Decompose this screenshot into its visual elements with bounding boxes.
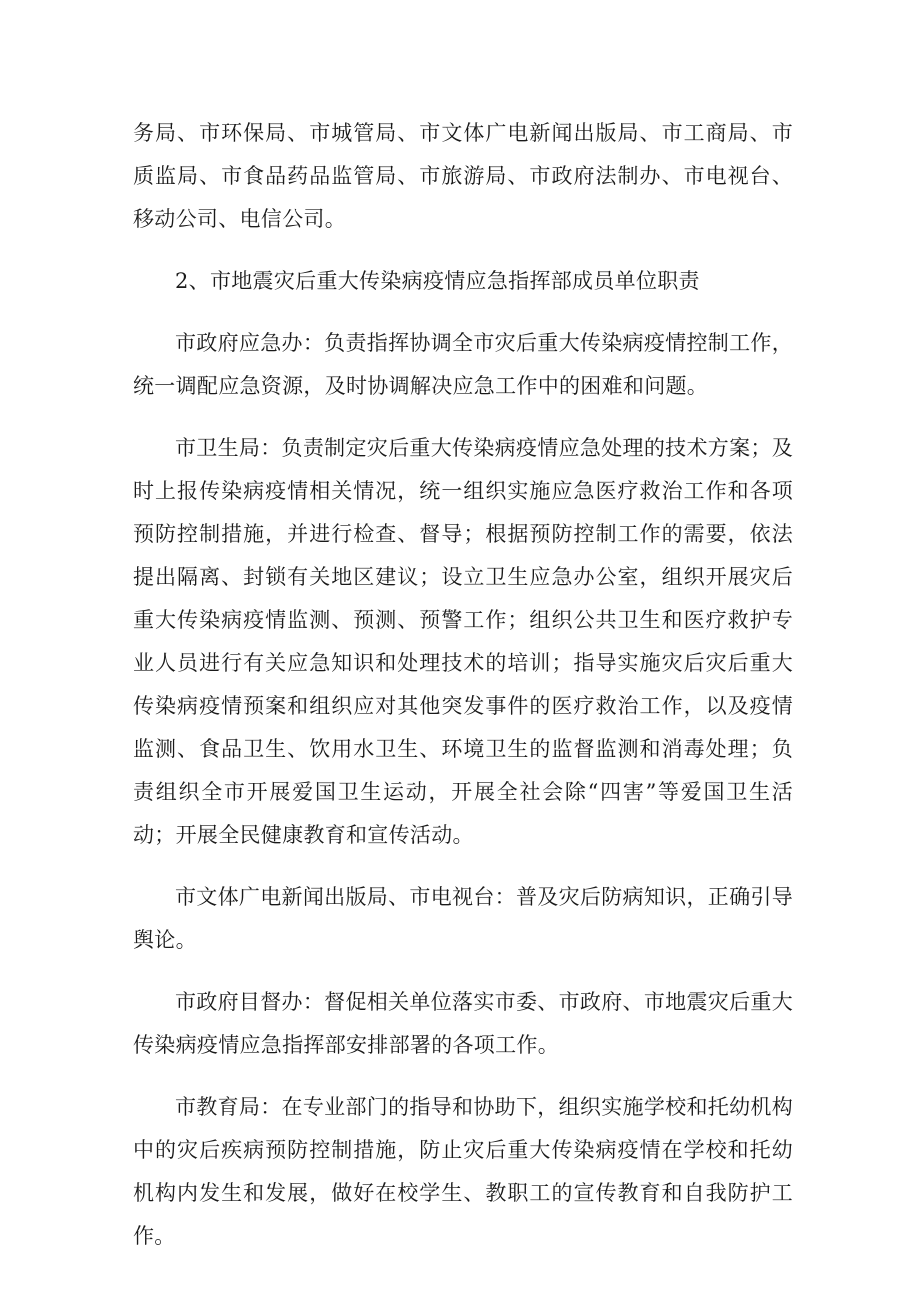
paragraph-supervision-office: 市政府目督办：督促相关单位落实市委、市政府、市地震灾后重大传染病疫情应急指挥部安排部署的各项工作。 bbox=[133, 990, 793, 1057]
paragraph-culture-bureau: 市文体广电新闻出版局、市电视台：普及灾后防病知识，正确引导舆论。 bbox=[133, 885, 793, 952]
paragraph-education-bureau: 市教育局：在专业部门的指导和协助下，组织实施学校和托幼机构中的灾后疾病预防控制措施，防止灾后重大传染病疫情在学校和托幼机构内发生和发展，做好在校学生、教职工的宣传教育和自我防护工作。 bbox=[133, 1095, 793, 1248]
paragraph-continuation: 务局、市环保局、市城管局、市文体广电新闻出版局、市工商局、市质监局、市食品药品监管局、市旅游局、市政府法制办、市电视台、移动公司、电信公司。 bbox=[133, 121, 793, 231]
section-heading: 2、市地震灾后重大传染病疫情应急指挥部成员单位职责 bbox=[175, 269, 700, 293]
paragraph-emergency-office: 市政府应急办：负责指挥协调全市灾后重大传染病疫情控制工作，统一调配应急资源，及时协调解决应急工作中的困难和问题。 bbox=[133, 331, 793, 398]
paragraph-health-bureau: 市卫生局：负责制定灾后重大传染病疫情应急处理的技术方案；及时上报传染病疫情相关情况，统一组织实施应急医疗救治工作和各项预防控制措施，并进行检查、督导；根据预防控制工作的需要，依法提出隔离、封锁有关地区建议；设立卫生应急办公室，组织开展灾后重大传染病疫情监测、预测、预警工作；组织公共卫生和医疗救护专业人员进行有关应急知识和处理技术的培训；指导实施灾后灾后重大传染病疫情预案和组织应对其他突发事件的医疗救治工作，以及疫情监测、食品卫生、饮用水卫生、环境卫生的监督监测和消毒处理；负责组织全市开展爱国卫生运动，开展全社会除“四害”等爱国卫生活动；开展全民健康教育和宣传活动。 bbox=[133, 436, 793, 847]
document-body bbox=[133, 112, 793, 1277]
